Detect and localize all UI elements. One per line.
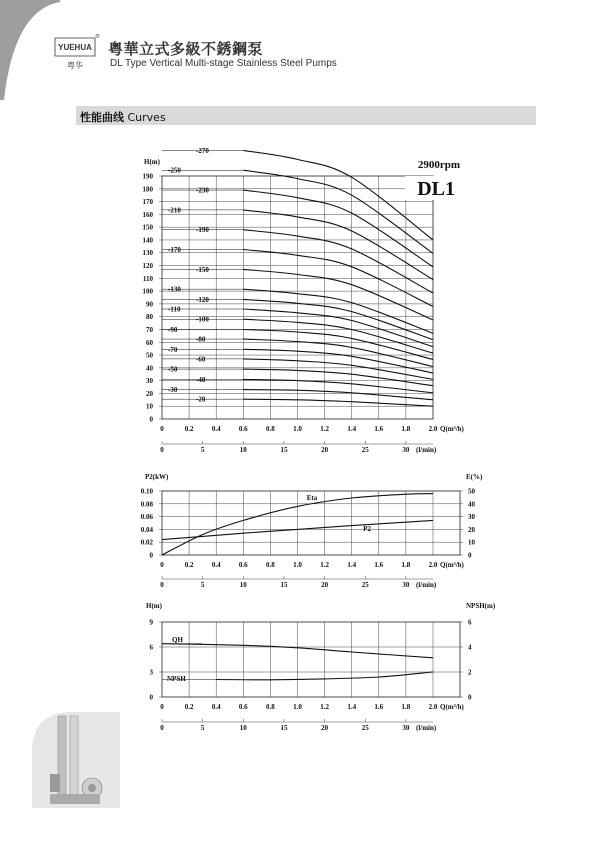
y-tick-label: 110 xyxy=(142,274,153,283)
x-tick-label: 0.4 xyxy=(211,703,221,711)
pump-photo xyxy=(32,712,120,808)
x-tick-label: 0 xyxy=(160,425,164,433)
x-tick-label: 0 xyxy=(160,703,164,711)
y2-tick-label: 30 xyxy=(468,513,475,522)
y-tick-label: 190 xyxy=(142,172,153,181)
model-label: DL1 xyxy=(417,178,455,200)
series-label: -270 xyxy=(196,146,209,155)
x-tick-label: 0.2 xyxy=(184,703,194,711)
x-tick-label: 0.8 xyxy=(266,425,275,433)
series-label: -30 xyxy=(168,386,178,395)
series-label: -190 xyxy=(196,226,209,235)
series-label: -20 xyxy=(196,395,206,404)
y-axis-label: H(m) xyxy=(146,602,162,610)
y-tick-label: 0.02 xyxy=(140,538,153,547)
x-tick-label: 0 xyxy=(160,561,164,569)
x-tick-label: 1.4 xyxy=(347,561,357,569)
x2-tick-label: 30 xyxy=(402,581,410,589)
series-curve--30 xyxy=(243,390,433,400)
y-tick-label: 70 xyxy=(146,325,153,334)
x2-tick-label: 30 xyxy=(402,446,410,454)
series-label: -90 xyxy=(168,325,178,334)
series-label: -210 xyxy=(168,206,181,215)
x2-axis-label: (l/min) xyxy=(416,724,437,732)
x-tick-label: 0.4 xyxy=(211,425,221,433)
y-tick-label: 60 xyxy=(146,338,153,347)
y-tick-label: 0.10 xyxy=(140,487,153,496)
series-curve--120 xyxy=(243,299,433,339)
x2-tick-label: 25 xyxy=(361,724,369,732)
x2-tick-label: 5 xyxy=(200,446,205,454)
y-tick-label: 10 xyxy=(146,402,153,411)
series-label-p2: P2 xyxy=(363,525,371,533)
x-tick-label: 0.8 xyxy=(266,561,275,569)
x-tick-label: 2.0 xyxy=(428,425,438,433)
series-label-npsh: NPSH xyxy=(167,675,186,683)
x-tick-label: 0.2 xyxy=(184,561,194,569)
x2-tick-label: 0 xyxy=(160,446,164,454)
x-tick-label: 1.4 xyxy=(347,703,357,711)
series-label: -100 xyxy=(196,315,209,324)
y-tick-label: 80 xyxy=(146,313,153,322)
y-tick-label: 6 xyxy=(149,643,153,652)
y2-tick-label: 4 xyxy=(468,643,472,652)
svg-text:YUEHUA: YUEHUA xyxy=(58,43,92,52)
x2-tick-label: 10 xyxy=(239,724,247,732)
x2-tick-label: 10 xyxy=(239,581,247,589)
series-curve--270 xyxy=(243,150,433,240)
y-tick-label: 0 xyxy=(149,415,153,424)
y-tick-label: 180 xyxy=(142,185,153,194)
y2-tick-label: 20 xyxy=(468,525,475,534)
x2-tick-label: 15 xyxy=(280,724,288,732)
x2-tick-label: 0 xyxy=(160,724,164,732)
y-tick-label: 150 xyxy=(142,223,153,232)
series-curve--110 xyxy=(243,309,433,347)
x2-tick-label: 10 xyxy=(239,446,247,454)
x-tick-label: 2.0 xyxy=(428,561,438,569)
x-tick-label: 1.6 xyxy=(374,425,384,433)
speed-label: 2900rpm xyxy=(417,159,460,171)
x2-tick-label: 5 xyxy=(200,581,205,589)
series-label: -250 xyxy=(168,166,181,175)
x-tick-label: 1.6 xyxy=(374,703,384,711)
series-label: -60 xyxy=(196,355,206,364)
y-tick-label: 20 xyxy=(146,389,153,398)
x-tick-label: 0.6 xyxy=(238,703,248,711)
x-axis-label: Q(m³/h) xyxy=(440,425,464,433)
x-tick-label: 1.2 xyxy=(320,425,329,433)
series-label: -110 xyxy=(168,305,181,314)
brand-title-cn: 粤華立式多級不銹鋼泵 xyxy=(108,40,264,58)
y-tick-label: 0 xyxy=(149,693,153,702)
y2-tick-label: 40 xyxy=(468,500,475,509)
y2-axis-label: E(%) xyxy=(466,473,483,481)
x-tick-label: 0.4 xyxy=(211,561,221,569)
section-title-en: Curves xyxy=(127,111,166,124)
series-label: -70 xyxy=(168,345,178,354)
x-tick-label: 1.2 xyxy=(320,561,329,569)
series-curve--210 xyxy=(243,210,433,280)
y2-tick-label: 6 xyxy=(468,618,472,627)
x2-tick-label: 20 xyxy=(321,724,329,732)
x-tick-label: 0.6 xyxy=(238,561,248,569)
y-tick-label: 3 xyxy=(149,668,153,677)
y2-tick-label: 2 xyxy=(468,668,472,677)
series-label: -150 xyxy=(196,265,209,274)
x-tick-label: 2.0 xyxy=(428,703,438,711)
x-tick-label: 1.0 xyxy=(293,561,302,569)
x-axis-label: Q(m³/h) xyxy=(440,561,464,569)
series-label-qh: QH xyxy=(172,636,183,644)
x-tick-label: 0.2 xyxy=(184,425,194,433)
x-tick-label: 1.0 xyxy=(293,703,302,711)
series-curve--170 xyxy=(243,250,433,307)
x-tick-label: 0.6 xyxy=(238,425,248,433)
y2-tick-label: 0 xyxy=(468,693,472,702)
series-label: -230 xyxy=(196,186,209,195)
series-label: -120 xyxy=(196,295,209,304)
x2-tick-label: 15 xyxy=(280,446,288,454)
y-tick-label: 0 xyxy=(149,551,153,560)
x-tick-label: 0.8 xyxy=(266,703,275,711)
series-label: -40 xyxy=(196,375,206,384)
y-tick-label: 0.04 xyxy=(140,525,153,534)
x-tick-label: 1.0 xyxy=(293,425,302,433)
x2-tick-label: 25 xyxy=(361,446,369,454)
series-label: -130 xyxy=(168,285,181,294)
x2-tick-label: 20 xyxy=(321,446,329,454)
x-tick-label: 1.8 xyxy=(401,561,411,569)
x-axis-label: Q(m³/h) xyxy=(440,703,464,711)
x2-tick-label: 5 xyxy=(200,724,205,732)
y-tick-label: 170 xyxy=(142,198,153,207)
x2-axis-label: (l/min) xyxy=(416,446,437,454)
y-tick-label: 30 xyxy=(146,377,153,386)
y2-tick-label: 10 xyxy=(468,538,475,547)
svg-text:®: ® xyxy=(95,34,100,40)
x2-axis-label: (l/min) xyxy=(416,581,437,589)
series-label: -50 xyxy=(168,365,178,374)
y2-axis-label: NPSH(m) xyxy=(466,602,496,610)
x2-tick-label: 15 xyxy=(280,581,288,589)
y-tick-label: 160 xyxy=(142,210,153,219)
y-tick-label: 90 xyxy=(146,300,153,309)
x-tick-label: 1.8 xyxy=(401,703,411,711)
y-tick-label: 130 xyxy=(142,249,153,258)
series-label: -80 xyxy=(196,335,206,344)
series-label: -170 xyxy=(168,246,181,255)
series-curve--80 xyxy=(243,339,433,367)
x2-tick-label: 30 xyxy=(402,724,410,732)
y2-tick-label: 0 xyxy=(468,551,472,560)
x2-tick-label: 20 xyxy=(321,581,329,589)
y-tick-label: 120 xyxy=(142,262,153,271)
chart-frame xyxy=(162,622,460,697)
y-tick-label: 9 xyxy=(149,618,153,627)
series-curve--20 xyxy=(243,399,433,406)
x2-tick-label: 0 xyxy=(160,581,164,589)
x2-tick-label: 25 xyxy=(361,581,369,589)
svg-text:粤华: 粤华 xyxy=(67,61,83,70)
y-tick-label: 100 xyxy=(142,287,153,296)
y-tick-label: 0.08 xyxy=(140,500,153,509)
y2-tick-label: 50 xyxy=(468,487,475,496)
y-axis-label: P2(kW) xyxy=(145,473,169,481)
series-label-eta: Eta xyxy=(306,494,318,502)
section-title-cn: 性能曲线 xyxy=(80,111,124,124)
series-curve--250 xyxy=(243,170,433,253)
x-tick-label: 1.8 xyxy=(401,425,411,433)
y-tick-label: 50 xyxy=(146,351,153,360)
y-axis-label: H(m) xyxy=(144,158,160,166)
brand-title-en: DL Type Vertical Multi-stage Stainless Steel Pumps xyxy=(110,58,337,69)
y-tick-label: 140 xyxy=(142,236,153,245)
y-tick-label: 40 xyxy=(146,364,153,373)
x-tick-label: 1.2 xyxy=(320,703,329,711)
x-tick-label: 1.6 xyxy=(374,561,384,569)
y-tick-label: 0.06 xyxy=(140,513,153,522)
x-tick-label: 1.4 xyxy=(347,425,357,433)
